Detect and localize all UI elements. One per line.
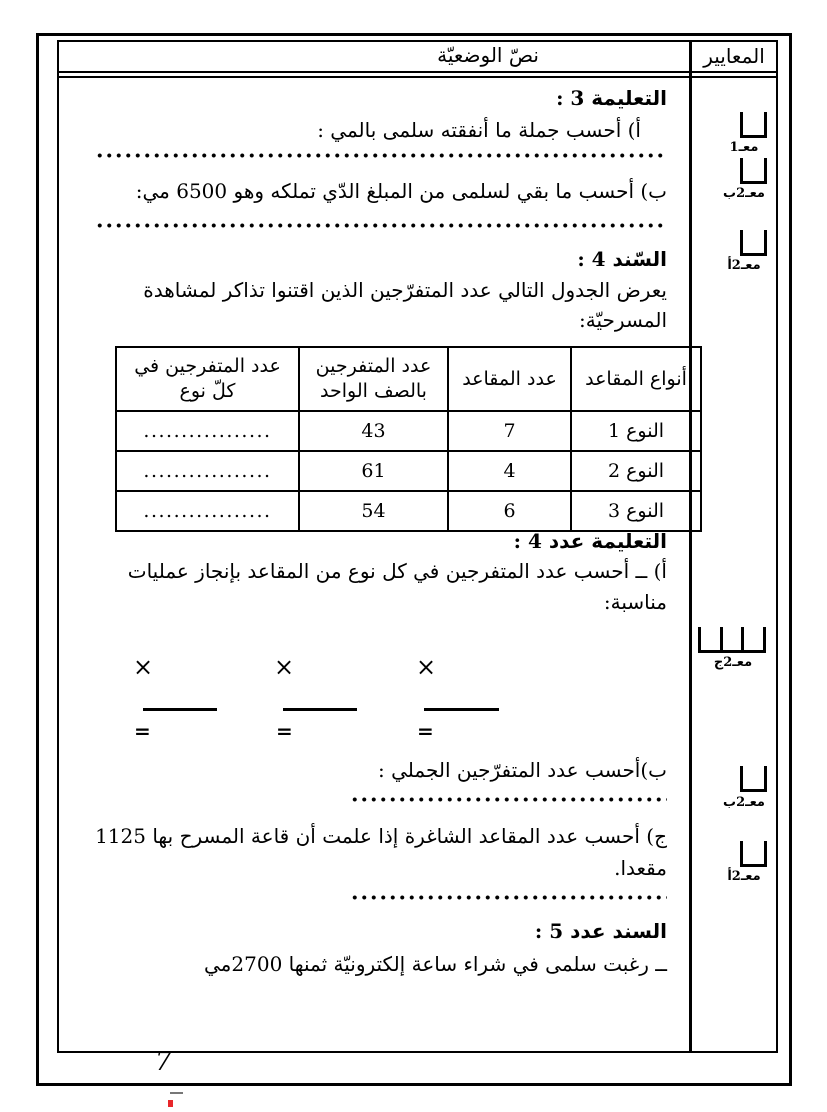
instruction4-item-b: ب)أحسب عدد المتفرّجين الجملي :: [378, 758, 667, 782]
criteria-column-header: المعايير: [703, 44, 765, 68]
seats-table-header-row: [116, 347, 701, 411]
support4-intro-line2: المسرحيّة:: [579, 308, 667, 332]
instruction4-title: التعليمة عدد 4 :: [513, 529, 667, 553]
row-seats-cell: 7: [448, 411, 571, 451]
scan-artifact-dash: [170, 1092, 183, 1094]
instruction3-item-b: ب) أحسب ما بقي لسلمى من المبلغ الدّي تملكه وهو 6500 مي:: [135, 179, 667, 203]
instruction3-title: التعليمة 3 :: [556, 86, 667, 110]
operation-result-line: [424, 708, 499, 711]
table-row: [116, 451, 701, 491]
criteria-column-separator: [689, 40, 692, 1053]
scan-artifact-red-mark: [168, 1100, 173, 1107]
criteria-label: معـ1: [729, 140, 759, 155]
seats-table-header-per-row: عدد المتفرجين بالصف الواحد: [299, 347, 448, 411]
row-seats-cell: 6: [448, 491, 571, 531]
criteria-label: معـ2أ: [727, 258, 761, 273]
instruction4-item-a-line2: مناسبة:: [603, 590, 667, 614]
support4-intro-line1: يعرض الجدول التالي عدد المتفرّجين الذين اقتنوا تذاكر لمشاهدة: [143, 278, 667, 302]
criteria-checkbox-triple: [698, 627, 766, 653]
criteria-checkbox: [740, 230, 767, 256]
criteria-checkbox: [740, 841, 767, 867]
header-rule-bottom: [57, 76, 778, 78]
criteria-label: معـ2ب: [723, 186, 765, 201]
instruction4-item-c-line2: مقعدا.: [614, 856, 667, 880]
row-per-row-cell: 43: [299, 411, 448, 451]
criteria-label: معـ2ب: [723, 795, 765, 810]
table-row: [116, 491, 701, 531]
instruction3-item-a: أ) أحسب جملة ما أنفقته سلمى بالمي :: [317, 118, 641, 142]
criteria-label: معـ2أ: [727, 869, 761, 884]
seats-table: [115, 346, 702, 532]
answer-dotted-line: [95, 222, 667, 229]
row-per-row-cell: 61: [299, 451, 448, 491]
page-number: 7: [155, 1047, 172, 1077]
answer-dotted-line: [350, 894, 667, 901]
row-total-cell: .................: [116, 491, 299, 531]
equals-symbol: =: [276, 719, 293, 743]
equals-symbol: =: [417, 719, 434, 743]
header-rule-top: [57, 71, 778, 73]
criteria-checkbox-cell: [698, 627, 720, 650]
seats-table-header-types: أنواع المقاعد: [571, 347, 701, 411]
row-total-cell: .................: [116, 451, 299, 491]
criteria-checkbox: [740, 766, 767, 792]
instruction4-item-c-line1: ج) أحسب عدد المقاعد الشاغرة إذا علمت أن قاعة المسرح بها 1125: [95, 824, 667, 848]
criteria-label: معـ2ج: [713, 655, 753, 670]
row-per-row-cell: 54: [299, 491, 448, 531]
row-type-cell: النوع 2: [571, 451, 701, 491]
row-total-cell: .................: [116, 411, 299, 451]
table-row: [116, 411, 701, 451]
support5-title: السند عدد 5 :: [534, 919, 667, 943]
criteria-checkbox-cell: [741, 627, 763, 650]
row-seats-cell: 4: [448, 451, 571, 491]
equals-symbol: =: [134, 719, 151, 743]
answer-dotted-line: [350, 796, 667, 803]
situation-header: نصّ الوضعيّة: [437, 43, 539, 67]
multiply-symbol: ×: [274, 653, 295, 681]
support4-title: السّند 4 :: [577, 247, 667, 271]
criteria-checkbox: [740, 112, 767, 138]
operation-result-line: [283, 708, 357, 711]
answer-dotted-line: [95, 152, 667, 159]
operation-result-line: [143, 708, 217, 711]
multiply-symbol: ×: [416, 653, 437, 681]
seats-table-header-seats: عدد المقاعد: [448, 347, 571, 411]
criteria-checkbox: [740, 158, 767, 184]
multiply-symbol: ×: [133, 653, 154, 681]
row-type-cell: النوع 1: [571, 411, 701, 451]
instruction4-item-a-line1: أ) ــ أحسب عدد المتفرجين في كل نوع من المقاعد بإنجاز عمليات: [127, 559, 667, 583]
seats-table-header-total: عدد المتفرجين في كلّ نوع: [116, 347, 299, 411]
row-type-cell: النوع 3: [571, 491, 701, 531]
support5-line1: ــ رغبت سلمى في شراء ساعة إلكترونيّة ثمنها 2700مي: [204, 952, 667, 976]
criteria-checkbox-cell: [720, 627, 742, 650]
